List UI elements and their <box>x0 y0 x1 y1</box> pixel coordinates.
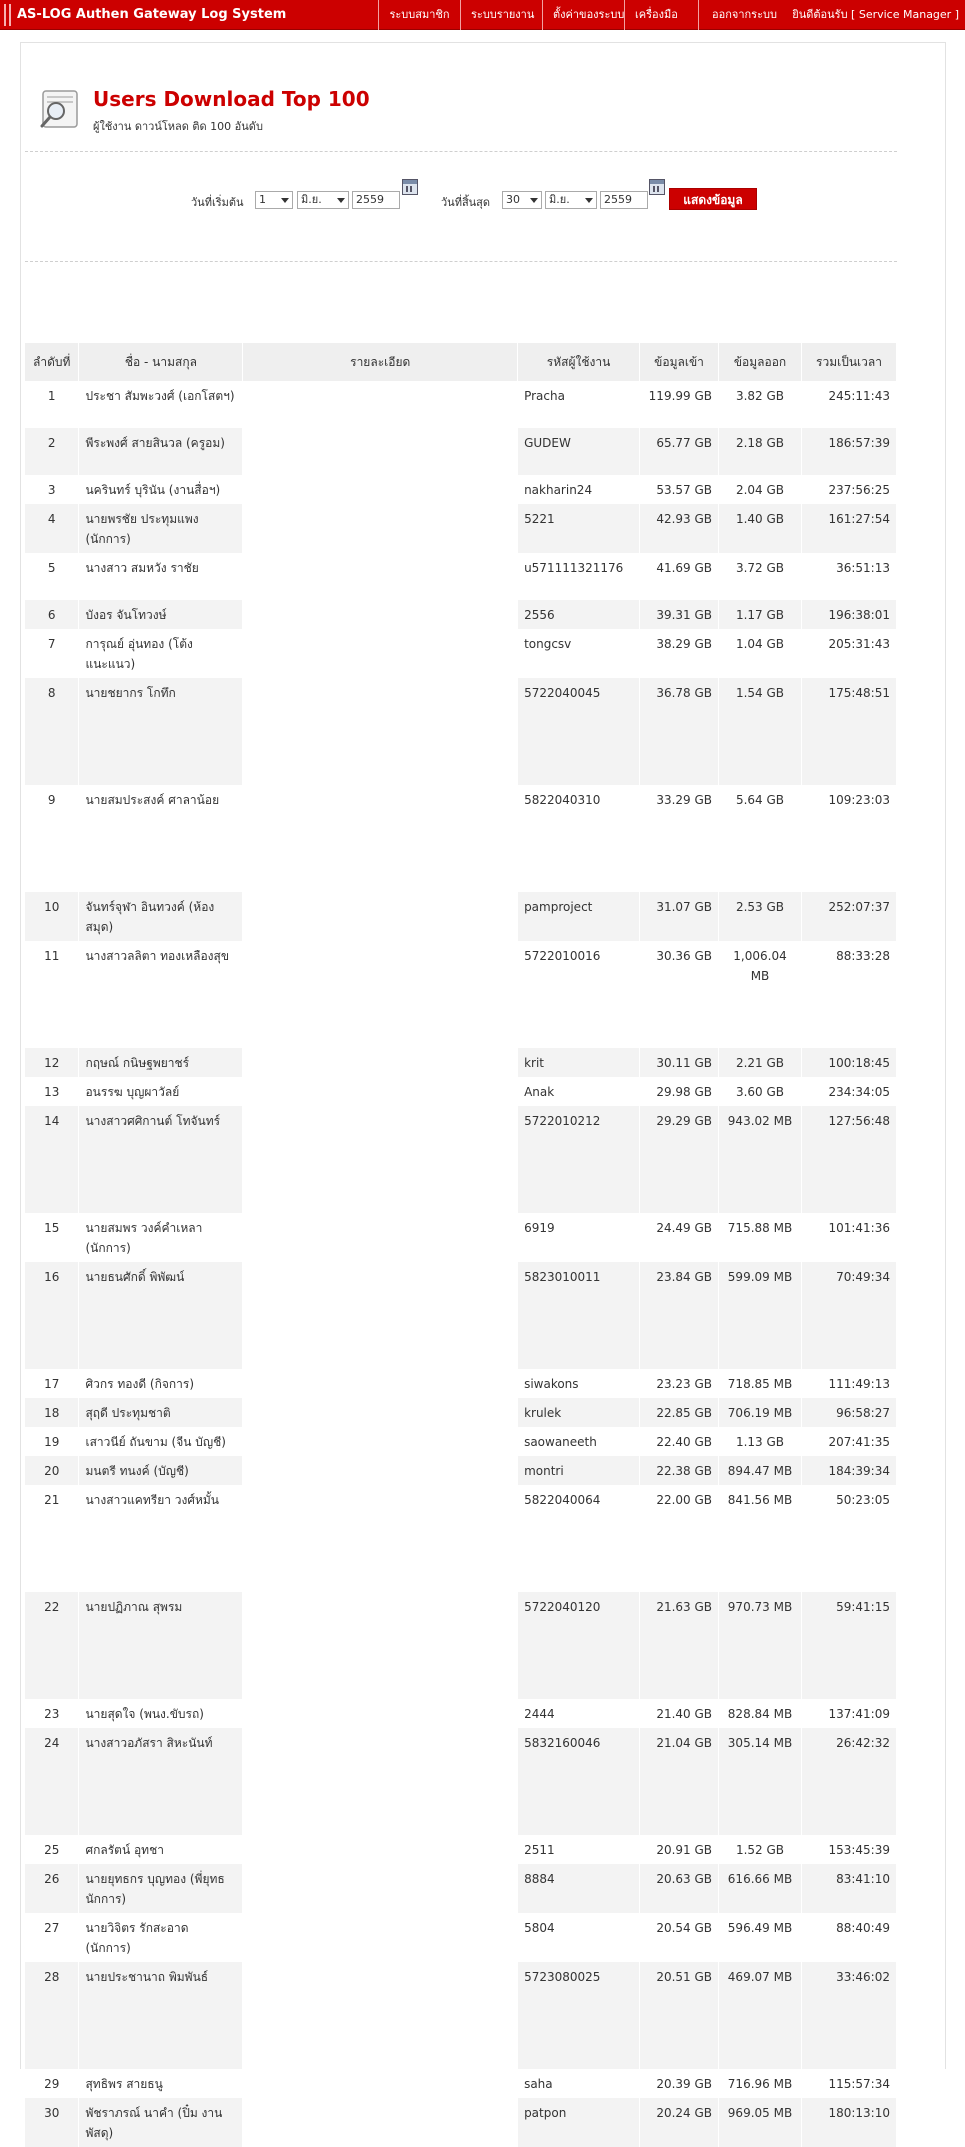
username-cell: 5823010011 <box>518 1262 640 1369</box>
end-date-label: วันที่สิ้นสุด <box>441 196 491 209</box>
rank-cell: 23 <box>25 1699 79 1728</box>
menu-logout[interactable]: ออกจากระบบ <box>698 0 790 30</box>
col-name: ชื่อ - นามสกุล <box>79 343 243 381</box>
data-in-cell: 38.29 GB <box>640 629 719 678</box>
name-cell: นายประชานาถ พิมพันธ์ <box>79 1962 243 2069</box>
data-in-cell: 20.63 GB <box>640 1864 719 1913</box>
detail-cell <box>243 785 518 892</box>
detail-cell <box>243 1048 518 1077</box>
data-in-cell: 39.31 GB <box>640 600 719 629</box>
top-users-table <box>25 343 897 2147</box>
table-row <box>25 2069 897 2098</box>
username-cell: GUDEW <box>518 428 640 475</box>
username-cell: Anak <box>518 1077 640 1106</box>
detail-cell <box>243 600 518 629</box>
detail-cell <box>243 1864 518 1913</box>
data-in-cell: 20.54 GB <box>640 1913 719 1962</box>
data-in-cell: 22.40 GB <box>640 1427 719 1456</box>
table-row <box>25 1262 897 1369</box>
rank-cell: 9 <box>25 785 79 892</box>
col-rank: ลำดับที่ <box>25 343 79 381</box>
table-body <box>25 381 897 2147</box>
name-cell: นายธนศักดิ์ พิพัฒน์ <box>79 1262 243 1369</box>
data-out-cell: 715.88 MB <box>719 1213 802 1262</box>
rank-cell: 21 <box>25 1485 79 1592</box>
name-cell: นายสมประสงค์ ศาลาน้อย <box>79 785 243 892</box>
username-cell: patpon <box>518 2098 640 2147</box>
table-row <box>25 1213 897 1262</box>
name-cell: นายปฏิภาณ สุพรม <box>79 1592 243 1699</box>
data-out-cell: 943.02 MB <box>719 1106 802 1213</box>
data-in-cell: 23.23 GB <box>640 1369 719 1398</box>
detail-cell <box>243 2098 518 2147</box>
total-time-cell: 207:41:35 <box>801 1427 896 1456</box>
username-cell: 5221 <box>518 504 640 553</box>
data-out-cell: 841.56 MB <box>719 1485 802 1592</box>
data-in-cell: 22.38 GB <box>640 1456 719 1485</box>
data-in-cell: 20.24 GB <box>640 2098 719 2147</box>
data-out-cell: 1.13 GB <box>719 1427 802 1456</box>
name-cell: บังอร จันโทวงษ์ <box>79 600 243 629</box>
name-cell: นางสาวแคทรียา วงศ์หมั้น <box>79 1485 243 1592</box>
start-calendar-icon[interactable] <box>402 179 418 195</box>
username-cell: krit <box>518 1048 640 1077</box>
username-cell: 5804 <box>518 1913 640 1962</box>
col-data-out: ข้อมูลออก <box>719 343 802 381</box>
data-in-cell: 36.78 GB <box>640 678 719 785</box>
data-out-cell: 1.52 GB <box>719 1835 802 1864</box>
table-row <box>25 553 897 600</box>
end-month-select[interactable] <box>545 191 597 209</box>
name-cell: อนรรฆ บุญผาวัลย์ <box>79 1077 243 1106</box>
total-time-cell: 70:49:34 <box>801 1262 896 1369</box>
username-cell: 5722010212 <box>518 1106 640 1213</box>
total-time-cell: 252:07:37 <box>801 892 896 941</box>
top-navigation-bar <box>0 0 965 30</box>
total-time-cell: 59:41:15 <box>801 1592 896 1699</box>
name-cell: สุฤดี ประทุมชาติ <box>79 1398 243 1427</box>
name-cell: ประชา สัมพะวงศ์ (เอกโสตฯ) <box>79 381 243 428</box>
table-row <box>25 1699 897 1728</box>
page-title: Users Download Top 100 <box>93 87 370 111</box>
table-row <box>25 1427 897 1456</box>
end-day-select[interactable] <box>502 191 542 209</box>
table-row <box>25 678 897 785</box>
total-time-cell: 186:57:39 <box>801 428 896 475</box>
username-cell: krulek <box>518 1398 640 1427</box>
rank-cell: 28 <box>25 1962 79 2069</box>
name-cell: ศกลรัตน์ อุทชา <box>79 1835 243 1864</box>
name-cell: ศิวกร ทองดี (กิจการ) <box>79 1369 243 1398</box>
rank-cell: 14 <box>25 1106 79 1213</box>
table-row <box>25 1592 897 1699</box>
data-out-cell: 1.54 GB <box>719 678 802 785</box>
data-out-cell: 3.72 GB <box>719 553 802 600</box>
detail-cell <box>243 504 518 553</box>
data-out-cell: 596.49 MB <box>719 1913 802 1962</box>
data-in-cell: 22.00 GB <box>640 1485 719 1592</box>
table-row <box>25 381 897 428</box>
table-row <box>25 785 897 892</box>
table-row <box>25 892 897 941</box>
username-cell: 2511 <box>518 1835 640 1864</box>
data-out-cell: 2.53 GB <box>719 892 802 941</box>
name-cell: นครินทร์ บุรินัน (งานสื่อฯ) <box>79 475 243 504</box>
welcome-user: ยินดีต้อนรับ [ Service Manager ] <box>792 8 959 21</box>
detail-cell <box>243 1913 518 1962</box>
table-row <box>25 629 897 678</box>
total-time-cell: 88:40:49 <box>801 1913 896 1962</box>
data-in-cell: 29.29 GB <box>640 1106 719 1213</box>
data-in-cell: 42.93 GB <box>640 504 719 553</box>
chevron-down-icon <box>281 198 289 203</box>
detail-cell <box>243 629 518 678</box>
data-out-cell: 1,006.04 MB <box>719 941 802 1048</box>
end-day-value: 30 <box>506 193 520 206</box>
table-row <box>25 1728 897 1835</box>
total-time-cell: 180:13:10 <box>801 2098 896 2147</box>
table-row <box>25 1913 897 1962</box>
data-in-cell: 30.36 GB <box>640 941 719 1048</box>
detail-cell <box>243 1213 518 1262</box>
rank-cell: 24 <box>25 1728 79 1835</box>
username-cell: 5822040310 <box>518 785 640 892</box>
rank-cell: 11 <box>25 941 79 1048</box>
total-time-cell: 115:57:34 <box>801 2069 896 2098</box>
rank-cell: 25 <box>25 1835 79 1864</box>
total-time-cell: 36:51:13 <box>801 553 896 600</box>
total-time-cell: 96:58:27 <box>801 1398 896 1427</box>
end-year-input[interactable] <box>600 191 648 209</box>
show-data-button[interactable]: แสดงข้อมูล <box>669 188 757 210</box>
detail-cell <box>243 678 518 785</box>
username-cell: 5822040064 <box>518 1485 640 1592</box>
username-cell: tongcsv <box>518 629 640 678</box>
name-cell: เสาวนีย์ ถันขาม (จีน บัญชี) <box>79 1427 243 1456</box>
chevron-down-icon <box>337 198 345 203</box>
data-out-cell: 3.60 GB <box>719 1077 802 1106</box>
detail-cell <box>243 1728 518 1835</box>
total-time-cell: 26:42:32 <box>801 1728 896 1835</box>
detail-cell <box>243 1077 518 1106</box>
data-in-cell: 21.04 GB <box>640 1728 719 1835</box>
username-cell: 5722010016 <box>518 941 640 1048</box>
username-cell: 6919 <box>518 1213 640 1262</box>
page-subtitle: ผู้ใช้งาน ดาวน์โหลด ติด 100 อันดับ <box>93 120 263 133</box>
name-cell: นางสาวลลิตา ทองเหลืองสุข <box>79 941 243 1048</box>
username-cell: pamproject <box>518 892 640 941</box>
start-month-select[interactable] <box>297 191 349 209</box>
data-in-cell: 33.29 GB <box>640 785 719 892</box>
name-cell: นายสุดใจ (พนง.ขับรถ) <box>79 1699 243 1728</box>
data-out-cell: 3.82 GB <box>719 381 802 428</box>
end-month-value: มิ.ย. <box>549 193 570 206</box>
data-in-cell: 119.99 GB <box>640 381 719 428</box>
data-out-cell: 5.64 GB <box>719 785 802 892</box>
total-time-cell: 175:48:51 <box>801 678 896 785</box>
name-cell: นายยุทธกร บุญทอง (พี่ยุทธ นักการ) <box>79 1864 243 1913</box>
detail-cell <box>243 1427 518 1456</box>
name-cell: สุทธิพร สายธนู <box>79 2069 243 2098</box>
rank-cell: 8 <box>25 678 79 785</box>
rank-cell: 19 <box>25 1427 79 1456</box>
rank-cell: 17 <box>25 1369 79 1398</box>
data-out-cell: 969.05 MB <box>719 2098 802 2147</box>
data-in-cell: 20.51 GB <box>640 1962 719 2069</box>
total-time-cell: 83:41:10 <box>801 1864 896 1913</box>
start-date-label: วันที่เริ่มต้น <box>191 196 244 209</box>
data-in-cell: 31.07 GB <box>640 892 719 941</box>
divider-top <box>25 151 897 152</box>
total-time-cell: 109:23:03 <box>801 785 896 892</box>
total-time-cell: 137:41:09 <box>801 1699 896 1728</box>
app-title: AS-LOG Authen Gateway Log System <box>17 7 287 22</box>
rank-cell: 27 <box>25 1913 79 1962</box>
name-cell: นางสาว สมหวัง ราชัย <box>79 553 243 600</box>
detail-cell <box>243 1592 518 1699</box>
data-in-cell: 22.85 GB <box>640 1398 719 1427</box>
table-row <box>25 1485 897 1592</box>
start-year-input[interactable] <box>352 191 400 209</box>
username-cell: saha <box>518 2069 640 2098</box>
rank-cell: 26 <box>25 1864 79 1913</box>
rank-cell: 2 <box>25 428 79 475</box>
name-cell: พัชราภรณ์ นาคำ (ปิ๋ม งานพัสดุ) <box>79 2098 243 2147</box>
total-time-cell: 161:27:54 <box>801 504 896 553</box>
username-cell: Pracha <box>518 381 640 428</box>
detail-cell <box>243 1835 518 1864</box>
table-row <box>25 600 897 629</box>
total-time-cell: 196:38:01 <box>801 600 896 629</box>
detail-cell <box>243 2069 518 2098</box>
data-in-cell: 21.63 GB <box>640 1592 719 1699</box>
col-total-time: รวมเป็นเวลา <box>801 343 896 381</box>
data-out-cell: 305.14 MB <box>719 1728 802 1835</box>
data-out-cell: 828.84 MB <box>719 1699 802 1728</box>
data-out-cell: 1.40 GB <box>719 504 802 553</box>
name-cell: มนตรี ทนงค์ (บัญชี) <box>79 1456 243 1485</box>
table-row <box>25 504 897 553</box>
data-out-cell: 706.19 MB <box>719 1398 802 1427</box>
rank-cell: 20 <box>25 1456 79 1485</box>
detail-cell <box>243 892 518 941</box>
data-in-cell: 23.84 GB <box>640 1262 719 1369</box>
rank-cell: 5 <box>25 553 79 600</box>
data-in-cell: 65.77 GB <box>640 428 719 475</box>
detail-cell <box>243 1106 518 1213</box>
menu-settings[interactable]: ตั้งค่าของระบบ <box>542 0 624 30</box>
start-day-value: 1 <box>259 193 266 206</box>
total-time-cell: 245:11:43 <box>801 381 896 428</box>
username-cell: saowaneeth <box>518 1427 640 1456</box>
divider-bottom <box>25 261 897 262</box>
detail-cell <box>243 1699 518 1728</box>
detail-cell <box>243 1456 518 1485</box>
name-cell: จันทร์จุฬา อินทวงค์ (ห้องสมุด) <box>79 892 243 941</box>
data-in-cell: 20.91 GB <box>640 1835 719 1864</box>
username-cell: 5722040120 <box>518 1592 640 1699</box>
total-time-cell: 234:34:05 <box>801 1077 896 1106</box>
name-cell: กฤษณ์ กนิษฐพยาชร์ <box>79 1048 243 1077</box>
rank-cell: 3 <box>25 475 79 504</box>
total-time-cell: 184:39:34 <box>801 1456 896 1485</box>
start-month-value: มิ.ย. <box>301 193 322 206</box>
detail-cell <box>243 553 518 600</box>
total-time-cell: 153:45:39 <box>801 1835 896 1864</box>
detail-cell <box>243 1962 518 2069</box>
username-cell: siwakons <box>518 1369 640 1398</box>
detail-cell <box>243 475 518 504</box>
rank-cell: 29 <box>25 2069 79 2098</box>
col-data-in: ข้อมูลเข้า <box>640 343 719 381</box>
magnifier-report-icon <box>37 87 83 133</box>
detail-cell <box>243 428 518 475</box>
rank-cell: 1 <box>25 381 79 428</box>
col-detail: รายละเอียด <box>243 343 518 381</box>
username-cell: 5723080025 <box>518 1962 640 2069</box>
total-time-cell: 101:41:36 <box>801 1213 896 1262</box>
data-out-cell: 2.04 GB <box>719 475 802 504</box>
rank-cell: 7 <box>25 629 79 678</box>
username-cell: u571111321176 <box>518 553 640 600</box>
name-cell: นางสาวอภัสรา สิหะนันท์ <box>79 1728 243 1835</box>
data-in-cell: 21.40 GB <box>640 1699 719 1728</box>
brand-stripes-icon <box>4 4 11 26</box>
data-out-cell: 616.66 MB <box>719 1864 802 1913</box>
name-cell: นายสมพร วงค์คำเหลา (นักการ) <box>79 1213 243 1262</box>
data-in-cell: 24.49 GB <box>640 1213 719 1262</box>
end-calendar-icon[interactable] <box>649 179 665 195</box>
table-row <box>25 941 897 1048</box>
detail-cell <box>243 381 518 428</box>
table-row <box>25 475 897 504</box>
col-username: รหัสผู้ใช้งาน <box>518 343 640 381</box>
rank-cell: 30 <box>25 2098 79 2147</box>
menu-reports[interactable]: ระบบรายงาน <box>460 0 542 30</box>
rank-cell: 18 <box>25 1398 79 1427</box>
data-out-cell: 599.09 MB <box>719 1262 802 1369</box>
rank-cell: 13 <box>25 1077 79 1106</box>
detail-cell <box>243 1369 518 1398</box>
rank-cell: 22 <box>25 1592 79 1699</box>
table-row <box>25 1077 897 1106</box>
data-out-cell: 1.04 GB <box>719 629 802 678</box>
name-cell: นางสาวศศิกานต์ โทจันทร์ <box>79 1106 243 1213</box>
end-year-value: 2559 <box>604 193 632 206</box>
data-out-cell: 469.07 MB <box>719 1962 802 2069</box>
table-row <box>25 2098 897 2147</box>
data-out-cell: 716.96 MB <box>719 2069 802 2098</box>
content-panel <box>20 42 946 2140</box>
chevron-down-icon <box>585 198 593 203</box>
menu-tools[interactable]: เครื่องมือ <box>624 0 698 30</box>
start-day-select[interactable] <box>255 191 293 209</box>
data-in-cell: 29.98 GB <box>640 1077 719 1106</box>
rank-cell: 6 <box>25 600 79 629</box>
data-in-cell: 41.69 GB <box>640 553 719 600</box>
data-out-cell: 2.18 GB <box>719 428 802 475</box>
total-time-cell: 100:18:45 <box>801 1048 896 1077</box>
table-row <box>25 1398 897 1427</box>
username-cell: nakharin24 <box>518 475 640 504</box>
name-cell: นายพรชัย ประทุมแพง (นักการ) <box>79 504 243 553</box>
menu-members[interactable]: ระบบสมาชิก <box>378 0 460 30</box>
username-cell: 5722040045 <box>518 678 640 785</box>
total-time-cell: 237:56:25 <box>801 475 896 504</box>
data-in-cell: 53.57 GB <box>640 475 719 504</box>
total-time-cell: 111:49:13 <box>801 1369 896 1398</box>
data-in-cell: 20.39 GB <box>640 2069 719 2098</box>
table-row <box>25 1369 897 1398</box>
name-cell: นายชยากร โกทึก <box>79 678 243 785</box>
detail-cell <box>243 1485 518 1592</box>
username-cell: 2444 <box>518 1699 640 1728</box>
name-cell: พีระพงศ์ สายสินวล (ครูอม) <box>79 428 243 475</box>
table-row <box>25 1456 897 1485</box>
data-in-cell: 30.11 GB <box>640 1048 719 1077</box>
total-time-cell: 50:23:05 <box>801 1485 896 1592</box>
data-out-cell: 894.47 MB <box>719 1456 802 1485</box>
rank-cell: 10 <box>25 892 79 941</box>
start-year-value: 2559 <box>356 193 384 206</box>
name-cell: การุณย์ อุ่นทอง (โต้ง แนะแนว) <box>79 629 243 678</box>
username-cell: 8884 <box>518 1864 640 1913</box>
detail-cell <box>243 1262 518 1369</box>
table-row <box>25 1835 897 1864</box>
name-cell: นายวิจิตร รักสะอาด (นักการ) <box>79 1913 243 1962</box>
table-row <box>25 428 897 475</box>
table-row <box>25 1962 897 2069</box>
username-cell: 2556 <box>518 600 640 629</box>
rank-cell: 15 <box>25 1213 79 1262</box>
table-row <box>25 1106 897 1213</box>
username-cell: montri <box>518 1456 640 1485</box>
total-time-cell: 127:56:48 <box>801 1106 896 1213</box>
data-out-cell: 718.85 MB <box>719 1369 802 1398</box>
total-time-cell: 33:46:02 <box>801 1962 896 2069</box>
data-out-cell: 2.21 GB <box>719 1048 802 1077</box>
total-time-cell: 88:33:28 <box>801 941 896 1048</box>
chevron-down-icon <box>530 198 538 203</box>
detail-cell <box>243 1398 518 1427</box>
table-row <box>25 1864 897 1913</box>
detail-cell <box>243 941 518 1048</box>
rank-cell: 16 <box>25 1262 79 1369</box>
table-row <box>25 1048 897 1077</box>
data-out-cell: 1.17 GB <box>719 600 802 629</box>
username-cell: 5832160046 <box>518 1728 640 1835</box>
rank-cell: 12 <box>25 1048 79 1077</box>
rank-cell: 4 <box>25 504 79 553</box>
main-menu <box>378 0 790 30</box>
total-time-cell: 205:31:43 <box>801 629 896 678</box>
data-out-cell: 970.73 MB <box>719 1592 802 1699</box>
table-header-row <box>25 343 897 381</box>
